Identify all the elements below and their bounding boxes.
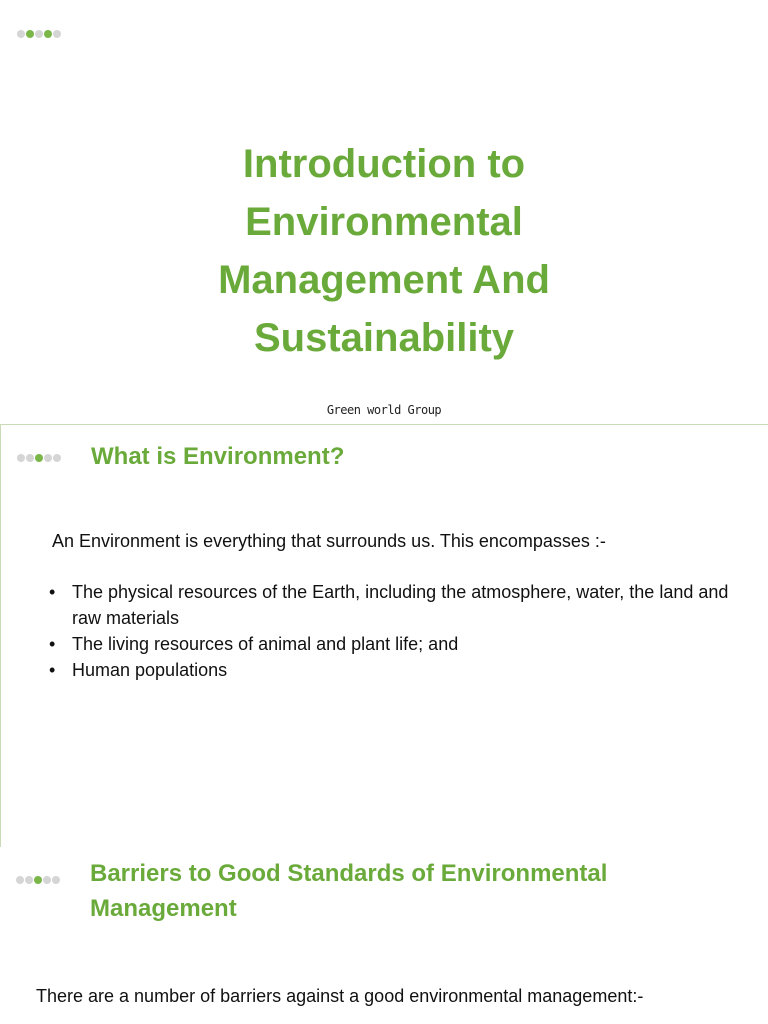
slide-intro-text: An Environment is everything that surrounds us. This encompasses :-	[52, 531, 606, 551]
presentation-title	[0, 135, 768, 367]
title-line: Management	[90, 895, 237, 922]
bullet-dot-icon: •	[49, 634, 56, 654]
title-line: Environmental	[245, 200, 523, 244]
dots-ornament-icon	[16, 876, 61, 884]
list-item: • The physical resources of the Earth, including the atmosphere, water, the land and raw materials	[49, 579, 729, 631]
slide-barriers	[0, 847, 768, 1024]
bullet-dot-icon: •	[49, 660, 56, 680]
slide-title-page	[0, 0, 768, 424]
bullet-list	[49, 579, 729, 683]
title-line: Barriers to Good Standards of Environmental	[90, 860, 608, 887]
slide-what-is-environment	[0, 424, 768, 847]
presenter-subtitle: Green world Group	[326, 403, 442, 417]
dots-ornament-icon	[17, 454, 62, 462]
list-item: • Human populations	[49, 657, 729, 683]
slide-intro-text: There are a number of barriers against a good environmental management:-	[36, 986, 644, 1006]
list-item: • The living resources of animal and plant life; and	[49, 631, 729, 657]
slide-title: What is Environment?	[91, 443, 345, 470]
bullet-dot-icon: •	[49, 582, 56, 602]
title-line: Sustainability	[253, 316, 515, 360]
dots-ornament-icon	[17, 30, 62, 38]
title-line: Management And	[218, 258, 550, 302]
slide-title	[90, 856, 607, 926]
title-line: Introduction to	[242, 142, 526, 186]
